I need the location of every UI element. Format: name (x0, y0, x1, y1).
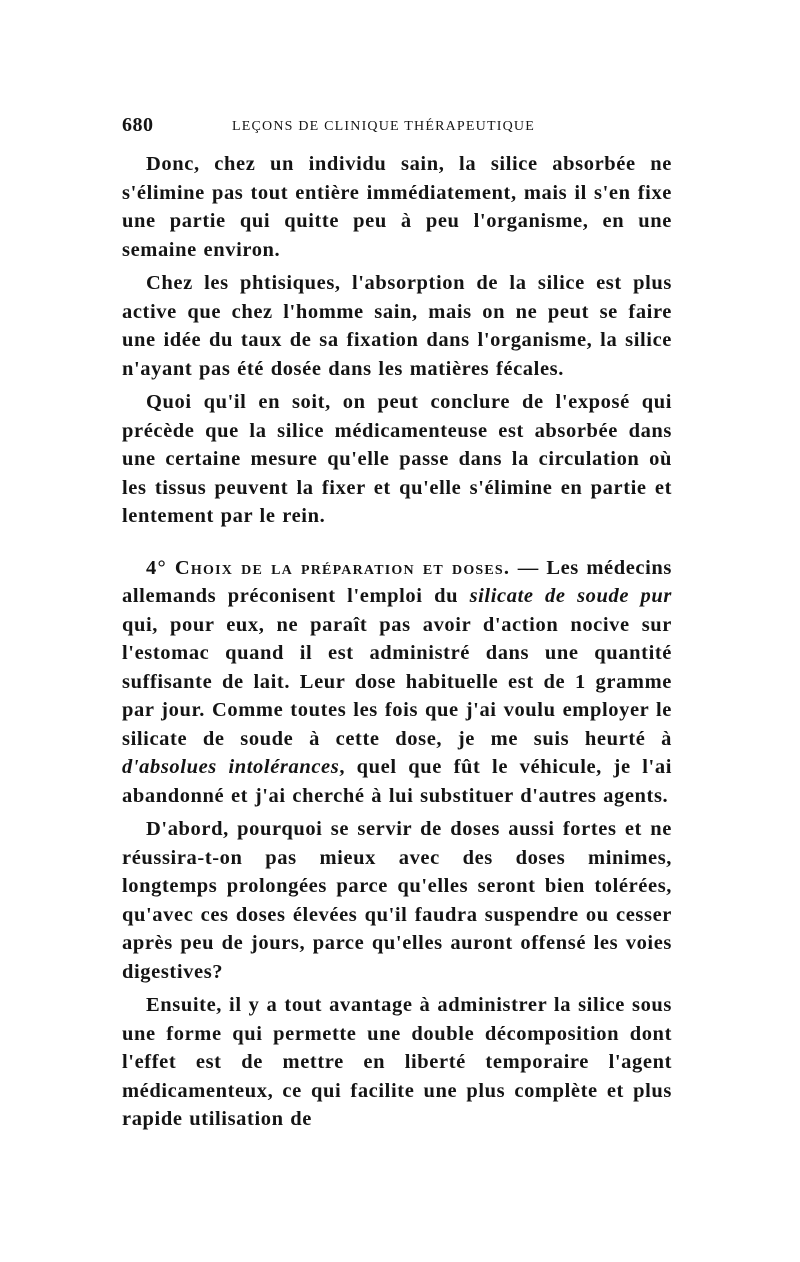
paragraph-4-text-3: , quel que fût le véhicule, je l'ai abandonné et j'ai cherché à lui substituer d'autres agents. (122, 756, 672, 807)
paragraph-4 (122, 554, 672, 811)
paragraph-4-text-2: qui, pour eux, ne paraît pas avoir d'action nocive sur l'estomac quand il est administré dans une quantité suffisante de lait. Leur dose habituelle est de 1 gramme par jour. Comme toutes les fois que j'ai voulu employer le silicate de soude à cette dose, je me suis heurté à (122, 613, 672, 750)
paragraph-2: Chez les phtisiques, l'absorption de la silice est plus active que chez l'homme sain, mais on ne peut se faire une idée du taux de sa fixation dans l'organisme, la silice n'ayant pas été dosée dans les matières fécales. (122, 272, 672, 380)
page-header (122, 114, 682, 142)
paragraph-5: D'abord, pourquoi se servir de doses aussi fortes et ne réussira-t-on pas mieux avec des doses minimes, longtemps prolongées parce qu'elles seront bien tolérées, qu'avec ces doses élevées qu'il faudra suspendre ou cesser après peu de jours, parce qu'elles auront offensé les voies digestives? (122, 818, 672, 983)
italic-silicate-de-soude: silicate de soude pur (469, 585, 672, 607)
paragraph-4-text-1: Les médecins allemands préconisent l'emploi du (122, 556, 672, 607)
paragraph-3: Quoi qu'il en soit, on peut conclure de l'exposé qui précède que la silice médicamenteuse est absorbée dans une certaine mesure qu'elle passe dans la circulation où les tissus peuvent la fixer et qu'elle s'élimine en partie et lentement par le rein. (122, 391, 672, 527)
paragraph-6: Ensuite, il y a tout avantage à administrer la silice sous une forme qui permette une double décomposition dont l'effet est de mettre en liberté temporaire l'agent médicamenteux, ce qui facilite une plus complète et plus rapide utilisation de (122, 994, 672, 1130)
paragraph-1: Donc, chez un individu sain, la silice absorbée ne s'élimine pas tout entière immédiatement, mais il s'en fixe une partie qui quitte peu à peu l'organisme, en une semaine environ. (122, 153, 672, 261)
heading-dash: — (510, 556, 547, 579)
section-heading: 4° Choix de la préparation et doses. (146, 556, 511, 579)
italic-absolues-intolerances: d'absolues intolérances (122, 756, 340, 778)
running-title: LEÇONS DE CLINIQUE THÉRAPEUTIQUE (232, 119, 535, 134)
page-number: 680 (122, 114, 154, 136)
body-text (122, 150, 672, 1139)
